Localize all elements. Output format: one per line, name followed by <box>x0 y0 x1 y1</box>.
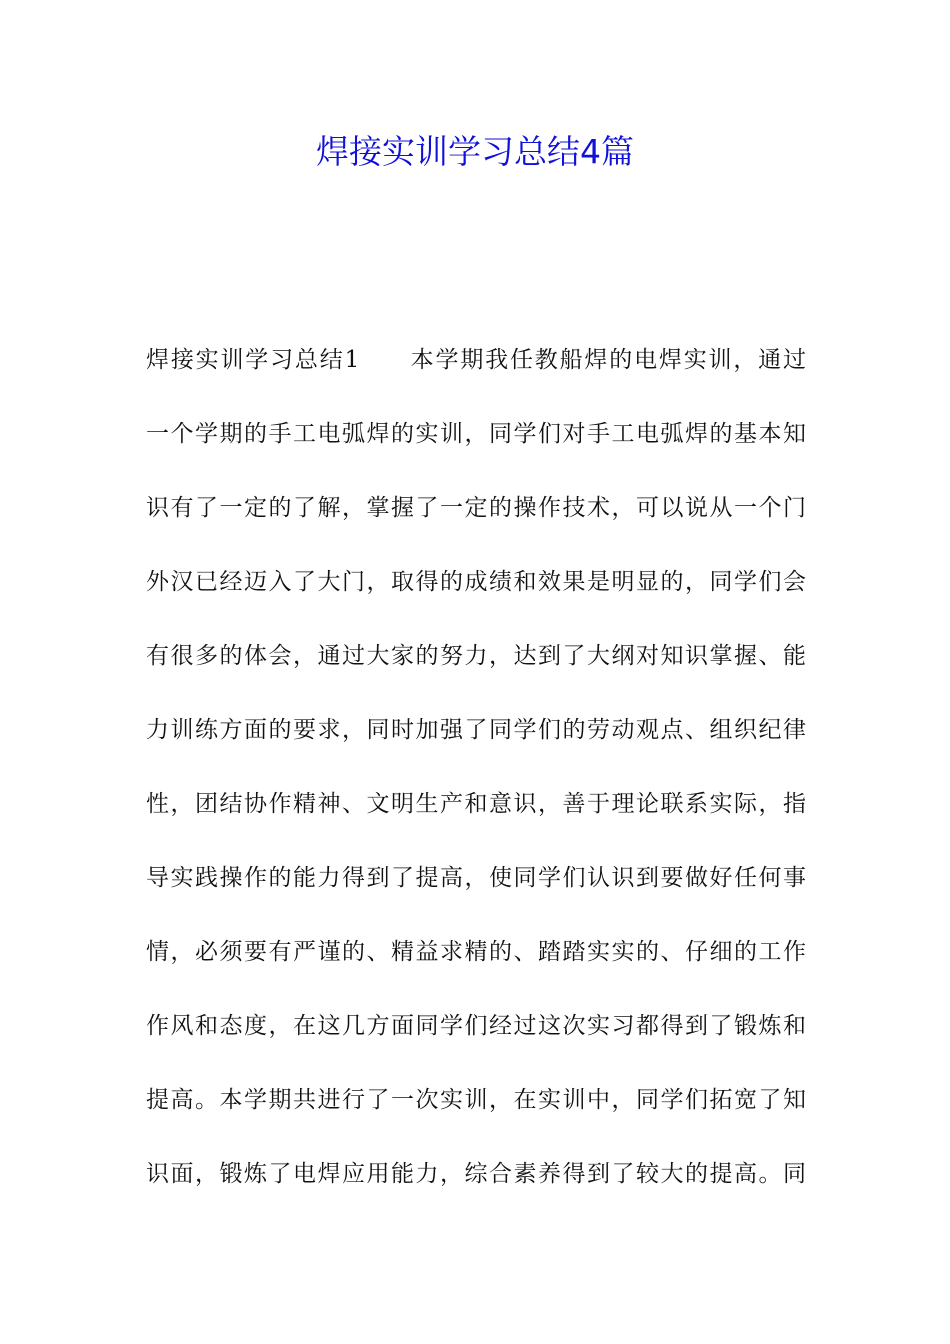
body-line: 识面，锻炼了电焊应用能力，综合素养得到了较大的提高。同 <box>146 1161 806 1187</box>
body-line: 外汉已经迈入了大门，取得的成绩和效果是明显的，同学们会 <box>146 569 806 595</box>
body-line: 导实践操作的能力得到了提高，使同学们认识到要做好任何事 <box>146 865 806 891</box>
body-line: 焊接实训学习总结1 本学期我任教船焊的电焊实训，通过 <box>146 347 806 373</box>
body-line: 识有了一定的了解，掌握了一定的操作技术，可以说从一个门 <box>146 495 806 521</box>
document-body <box>146 338 806 1226</box>
body-line: 提高。本学期共进行了一次实训，在实训中，同学们拓宽了知 <box>146 1087 806 1113</box>
document-title: 焊接实训学习总结4篇 <box>316 132 634 171</box>
body-line: 力训练方面的要求，同时加强了同学们的劳动观点、组织纪律 <box>146 717 806 743</box>
body-line: 情，必须要有严谨的、精益求精的、踏踏实实的、仔细的工作 <box>146 939 806 965</box>
body-line: 作风和态度，在这几方面同学们经过这次实习都得到了锻炼和 <box>146 1013 806 1039</box>
body-line: 性，团结协作精神、文明生产和意识，善于理论联系实际，指 <box>146 791 806 817</box>
body-line: 一个学期的手工电弧焊的实训，同学们对手工电弧焊的基本知 <box>146 421 806 447</box>
body-line: 有很多的体会，通过大家的努力，达到了大纲对知识掌握、能 <box>146 643 806 669</box>
